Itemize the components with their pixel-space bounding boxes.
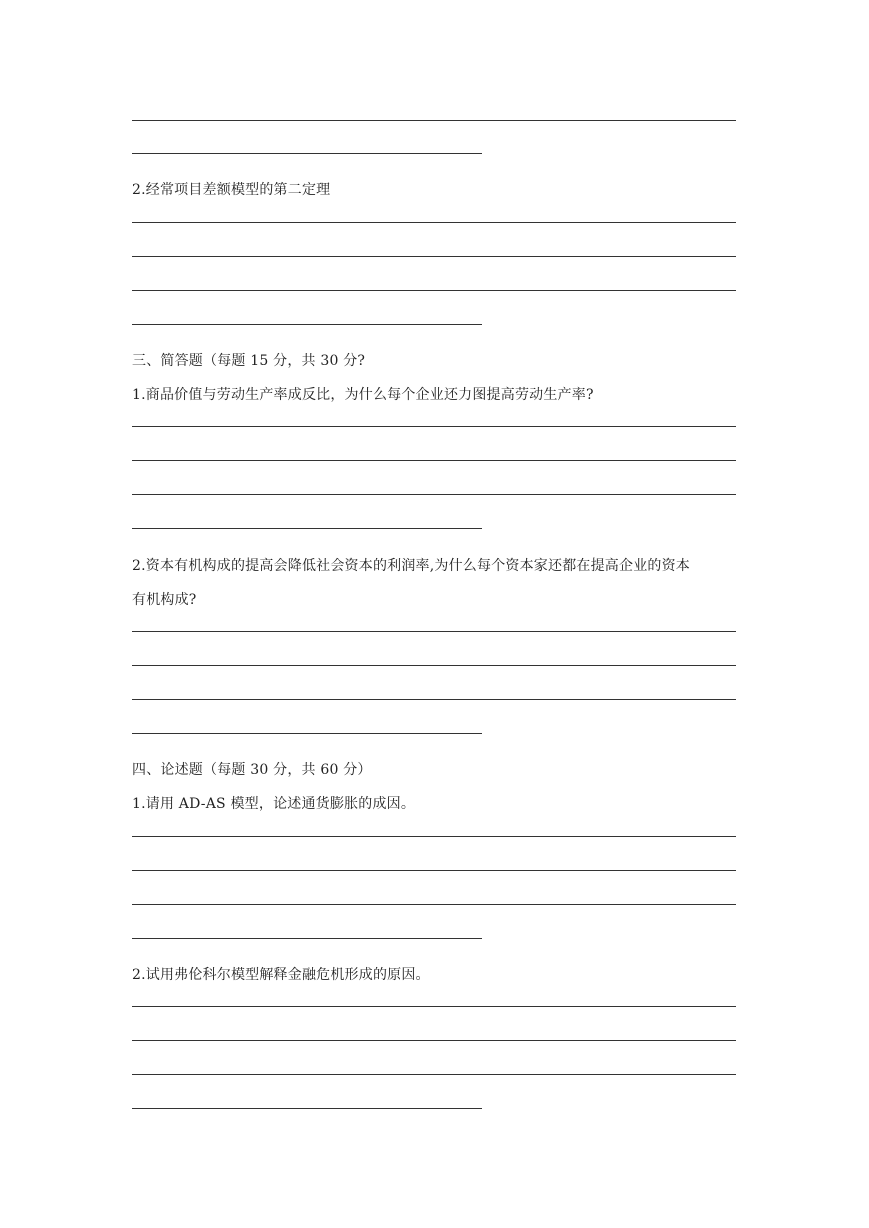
- answer-line: [132, 665, 736, 666]
- answer-line: [132, 904, 736, 905]
- section-4-heading: 四、论述题（每题 30 分，共 60 分）: [132, 762, 372, 778]
- answer-line: [132, 631, 736, 632]
- answer-line: [132, 938, 482, 939]
- answer-line: [132, 256, 736, 257]
- answer-line: [132, 153, 482, 154]
- answer-line: [132, 1006, 736, 1007]
- question-1-2: 2.经常项目差额模型的第二定理: [132, 182, 331, 198]
- answer-line: [132, 836, 736, 837]
- answer-line: [132, 528, 482, 529]
- answer-line: [132, 870, 736, 871]
- answer-line: [132, 222, 736, 223]
- answer-line: [132, 1108, 482, 1109]
- answer-line: [132, 1074, 736, 1075]
- answer-line: [132, 426, 736, 427]
- question-3-2-cont: 有机构成?: [132, 592, 197, 608]
- question-4-2: 2.试用弗伦科尔模型解释金融危机形成的原因。: [132, 967, 430, 983]
- section-3-heading: 三、简答题（每题 15 分，共 30 分?: [132, 353, 366, 369]
- question-3-1: 1.商品价值与劳动生产率成反比，为什么每个企业还力图提高劳动生产率?: [132, 387, 594, 403]
- answer-line: [132, 120, 736, 121]
- answer-line: [132, 699, 736, 700]
- answer-line: [132, 324, 482, 325]
- answer-line: [132, 290, 736, 291]
- answer-line: [132, 733, 482, 734]
- question-4-1: 1.请用 AD-AS 模型，论述通货膨胀的成因。: [132, 796, 416, 812]
- answer-line: [132, 460, 736, 461]
- question-3-2: 2.资本有机构成的提高会降低社会资本的利润率,为什么每个资本家还都在提高企业的资本: [132, 558, 691, 574]
- answer-line: [132, 494, 736, 495]
- answer-line: [132, 1040, 736, 1041]
